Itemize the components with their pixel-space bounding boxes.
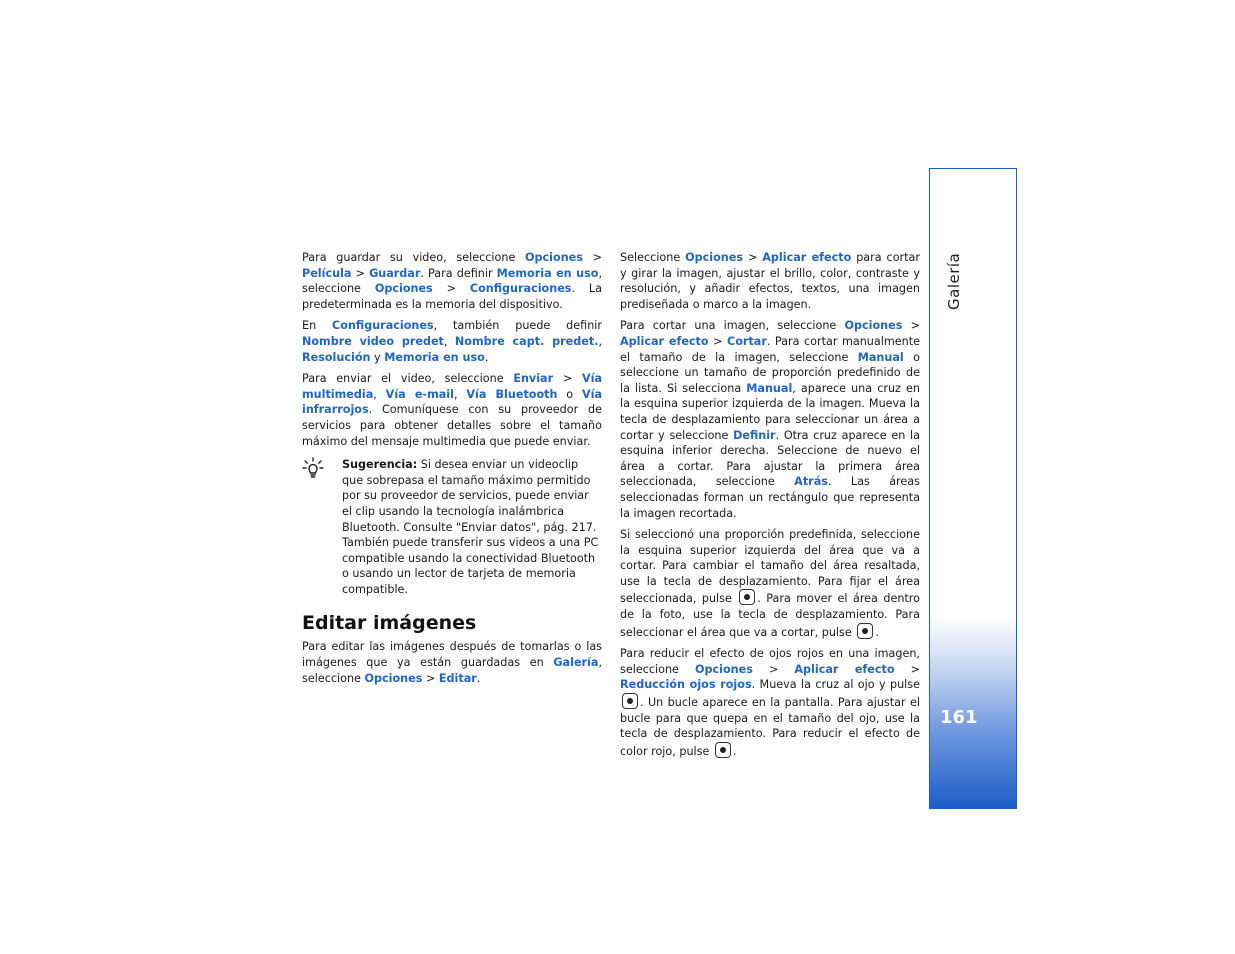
text-segment: o seleccione un tamaño de proporción predefinido de la lista. Si selecciona bbox=[620, 350, 920, 395]
menu-keyword: Manual bbox=[746, 381, 793, 395]
menu-keyword: Reducción ojos rojos bbox=[620, 678, 752, 692]
text-segment: y bbox=[370, 350, 385, 364]
text-segment: . Las áreas seleccionadas forman un rectángulo que representa la imagen recortada. bbox=[620, 475, 920, 520]
text-segment: . Para mover el área dentro de la foto, use la tecla de desplazamiento. Para seleccionar el área que va a cortar, pulse bbox=[620, 592, 920, 639]
text-segment: > bbox=[553, 372, 582, 386]
text-segment: > bbox=[902, 319, 920, 333]
text-segment: > bbox=[422, 671, 439, 685]
text-segment: , bbox=[443, 334, 455, 348]
text-segment: Si seleccionó una proporción predefinida, seleccione la esquina superior izquierda del área que va a cortar. Para cambiar el tamaño del área resaltada, use la tecla de desplazamiento. Para fijar el área seleccionada, pulse bbox=[620, 528, 920, 606]
menu-keyword: Nombre video predet bbox=[302, 334, 444, 348]
text-segment: Para guardar su video, seleccione bbox=[302, 251, 526, 264]
text-segment: Para editar las imágenes después de tomarlas o las imágenes que ya están guardadas en bbox=[302, 640, 602, 670]
menu-keyword: Película bbox=[302, 266, 352, 280]
menu-keyword: Aplicar efecto bbox=[762, 251, 852, 264]
text-segment: . La predeterminada es la memoria del dispositivo. bbox=[302, 282, 602, 311]
menu-keyword: Opciones bbox=[525, 251, 583, 264]
paragraph-save-video bbox=[302, 250, 602, 312]
text-segment: . Otra cruz aparece en la esquina inferior derecha. Seleccione de nuevo el área a cortar. Para ajustar la primera área seleccionada, seleccione bbox=[620, 428, 920, 489]
text-segment: . bbox=[476, 671, 481, 685]
text-segment: > bbox=[752, 662, 795, 676]
selection-key-icon bbox=[857, 623, 873, 639]
page-number: 161 bbox=[940, 707, 978, 728]
menu-keyword: Vía Bluetooth bbox=[466, 387, 558, 401]
heading-edit-images: Editar imágenes bbox=[302, 612, 477, 635]
menu-keyword: Galería bbox=[553, 656, 599, 670]
menu-keyword: Cortar bbox=[727, 334, 767, 348]
paragraph-settings bbox=[302, 318, 602, 365]
text-segment: > bbox=[582, 251, 602, 264]
selection-key-icon bbox=[739, 589, 755, 605]
menu-keyword: Configuraciones bbox=[469, 282, 572, 296]
text-segment: . Mueva la cruz al ojo y pulse bbox=[751, 678, 920, 692]
selection-key-icon bbox=[715, 742, 731, 758]
text-segment: > bbox=[743, 251, 763, 264]
text-segment: , aparece una cruz en la esquina superior izquierda de la imagen. Mueva la tecla de desplazamiento para seleccionar un área a cortar y seleccione bbox=[620, 381, 920, 442]
tip-label: Sugerencia: bbox=[342, 458, 418, 472]
text-segment: . bbox=[875, 625, 879, 639]
paragraph-apply-effect bbox=[620, 250, 920, 312]
menu-keyword: Aplicar efecto bbox=[794, 662, 895, 676]
menu-keyword: Guardar bbox=[369, 266, 421, 280]
text-segment: > bbox=[351, 266, 370, 280]
tip-body: Si desea enviar un videoclip que sobrepasa el tamaño máximo permitido por su proveedor de servicios, puede enviar el clip usando la tecnología inalámbrica Bluetooth. Consulte "Enviar datos", pág. 217. También puede transferir sus videos a una PC compatible usando la conectividad Bluetooth o usando un lector de tarjeta de memoria compatible. bbox=[342, 458, 599, 596]
section-title: Galería bbox=[945, 252, 963, 310]
text-segment: . Comuníquese con su proveedor de servicios para obtener detalles sobre el tamaño máximo del mensaje multimedia que puede enviar. bbox=[302, 403, 602, 448]
menu-keyword: Opciones bbox=[844, 319, 903, 333]
menu-keyword: Opciones bbox=[685, 251, 744, 264]
menu-keyword: Enviar bbox=[513, 372, 554, 386]
lightbulb-icon bbox=[302, 457, 324, 479]
menu-keyword: Definir bbox=[733, 428, 776, 442]
text-segment: , bbox=[373, 387, 386, 401]
menu-keyword: Opciones bbox=[364, 671, 423, 685]
menu-keyword: Resolución bbox=[302, 350, 371, 364]
text-segment: . bbox=[732, 744, 737, 758]
text-segment: > bbox=[708, 334, 728, 348]
text-segment: Para enviar el video, seleccione bbox=[302, 372, 514, 386]
text-segment: . Para definir bbox=[420, 266, 497, 280]
text-segment: . Un bucle aparece en la pantalla. Para ajustar el bucle para que quepa en el tamaño del ojo, use la tecla de desplazamiento. Para reducir el efecto de color rojo, pulse bbox=[620, 696, 920, 758]
text-segment: > bbox=[432, 282, 470, 296]
paragraph-crop bbox=[620, 318, 920, 521]
paragraph-send-video bbox=[302, 371, 602, 449]
menu-keyword: Opciones bbox=[695, 662, 753, 676]
menu-keyword: Manual bbox=[857, 350, 904, 364]
menu-keyword: Memoria en uso bbox=[384, 350, 485, 364]
menu-keyword: Aplicar efecto bbox=[620, 334, 709, 348]
paragraph-red-eye bbox=[620, 646, 920, 759]
text-segment: , también puede definir bbox=[433, 319, 603, 333]
text-segment: En bbox=[302, 319, 333, 333]
text-segment: > bbox=[894, 662, 920, 676]
menu-keyword: Vía e-mail bbox=[385, 387, 454, 401]
menu-keyword: Vía multimedia bbox=[302, 372, 602, 401]
tip-text bbox=[342, 457, 602, 597]
menu-keyword: Nombre capt. predet. bbox=[454, 334, 599, 348]
menu-keyword: Configuraciones bbox=[332, 319, 434, 333]
text-segment: , seleccione bbox=[302, 656, 602, 685]
text-segment: , bbox=[598, 334, 602, 348]
text-segment: . bbox=[484, 350, 489, 364]
text-segment: Seleccione bbox=[620, 251, 686, 264]
text-segment: Para cortar una imagen, seleccione bbox=[620, 319, 845, 333]
menu-keyword: Memoria en uso bbox=[496, 266, 599, 280]
text-segment: o bbox=[557, 387, 582, 401]
menu-keyword: Atrás bbox=[794, 475, 828, 489]
text-segment: . Para cortar manualmente el tamaño de la imagen, seleccione bbox=[620, 334, 920, 364]
tip-box bbox=[302, 457, 602, 597]
paragraph-edit-images bbox=[302, 639, 602, 686]
menu-keyword: Opciones bbox=[374, 282, 433, 296]
left-column bbox=[302, 250, 602, 692]
text-segment: para cortar y girar la imagen, ajustar el brillo, color, contraste y resolución, y añadir efectos, textos, una imagen prediseñada o marco a la imagen. bbox=[620, 251, 920, 311]
paragraph-predefined-ratio bbox=[620, 527, 920, 640]
menu-keyword: Editar bbox=[438, 671, 477, 685]
selection-key-icon bbox=[622, 693, 638, 709]
text-segment: , bbox=[453, 387, 467, 401]
right-column bbox=[620, 250, 920, 765]
text-segment: , seleccione bbox=[302, 266, 602, 296]
menu-keyword: Vía infrarrojos bbox=[302, 387, 602, 417]
text-segment: Para reducir el efecto de ojos rojos en una imagen, seleccione bbox=[620, 647, 920, 676]
